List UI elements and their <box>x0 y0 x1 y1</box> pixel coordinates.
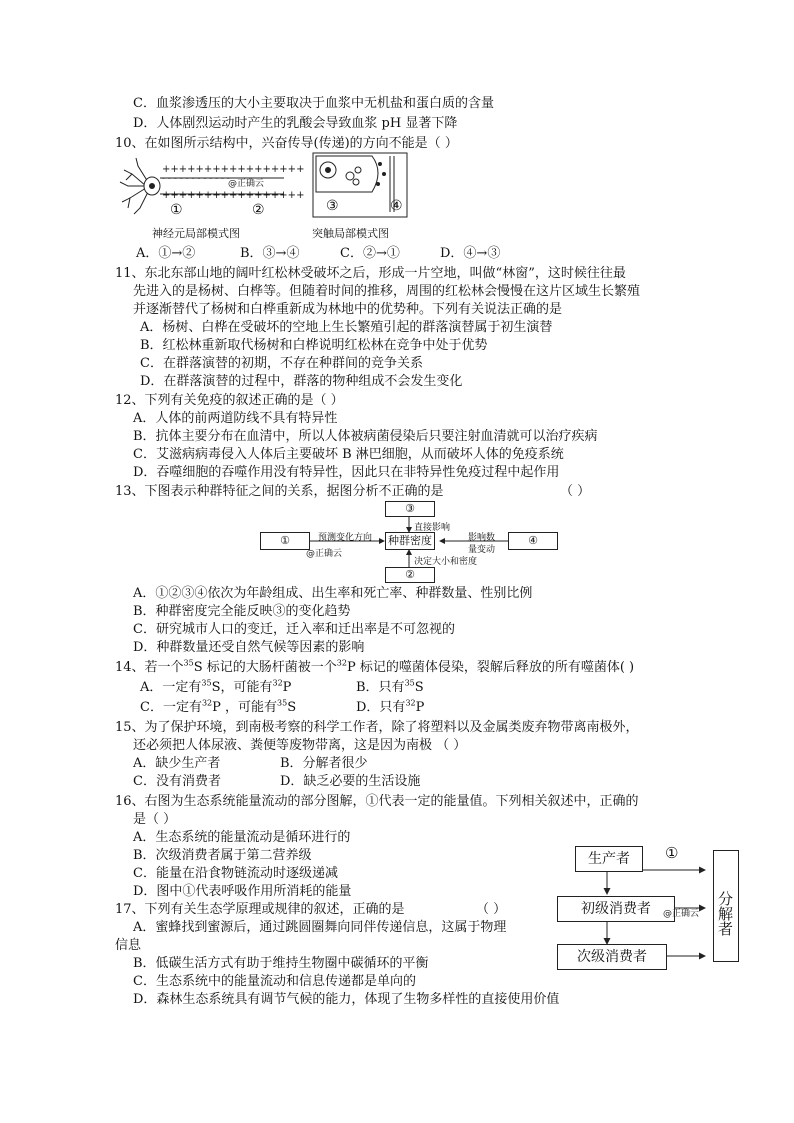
q13-answer-paren: （ ） <box>560 484 591 499</box>
caption-neuron: 神经元局部模式图 <box>152 227 240 240</box>
q9-option-c: C．血浆渗透压的大小主要取决于血浆中无机盐和蛋白质的含量 <box>133 96 494 111</box>
q12-option-a: A．人体的前两道防线不具有特异性 <box>133 411 338 426</box>
q14-option-a: A．一定有$^{35}$S，可能有$^{32}$P <box>140 678 292 695</box>
arrow-label-affect1: 影响数 <box>468 533 496 543</box>
box-2: ② <box>385 567 435 583</box>
q10-option-d: D．④→③ <box>440 246 501 261</box>
arrow-label-direct: 直接影响 <box>414 523 451 533</box>
q17-option-d: D．森林生态系统具有调节气候的能力，体现了生物多样性的直接使用价值 <box>133 992 560 1007</box>
axon-minus-top: - - - - - - - - - - - - <box>162 174 230 184</box>
arrow-label-predict: 预测变化方向 <box>318 533 373 543</box>
watermark: @正确云 <box>228 179 265 189</box>
label-3: ③ <box>326 198 339 214</box>
q15-option-a: A．缺少生产者 <box>133 756 221 771</box>
label-2: ② <box>252 202 265 218</box>
box-producer: 生产者 <box>575 846 643 872</box>
q11-stem-line1: 11、东北东部山地的阔叶红松林受破坏之后，形成一片空地，叫做“林窗”，这时候往往最 <box>115 266 626 281</box>
label-1: ① <box>665 844 679 862</box>
axon-plus-top: +++++++++++++++++ <box>162 164 305 175</box>
box-primary-consumer: 初级消费者 <box>557 896 675 922</box>
q14-stem: 14、若一个$^{35}$S 标记的大肠杆菌被一个$^{32}$P 标记的噬菌体侵染，裂解后释放的所有噬菌体( ) <box>115 658 635 675</box>
q10-neuron-figure <box>118 152 305 232</box>
q16-option-d: D．图中①代表呼吸作用所消耗的能量 <box>133 884 352 899</box>
box-3: ③ <box>385 501 435 517</box>
caption-synapse: 突触局部模式图 <box>312 227 389 240</box>
q13-diagram <box>258 500 560 584</box>
q11-option-b: B．红松林重新取代杨树和白桦说明红松林在竞争中处于优势 <box>140 338 488 353</box>
q16-stem-line1: 16、右图为生态系统能量流动的部分图解，①代表一定的能量值。下列相关叙述中，正确的 <box>115 794 639 809</box>
watermark: @正确云 <box>306 549 343 559</box>
q10-option-a: A．①→② <box>136 246 196 261</box>
label-4: ④ <box>390 198 403 214</box>
q13-option-a: A．①②③④依次为年龄组成、出生率和死亡率、种群数量、性别比例 <box>133 586 533 601</box>
q14-option-c: C．一定有$^{32}$P ，可能有$^{35}$S <box>140 698 297 715</box>
label-1: ① <box>170 202 183 218</box>
q13-option-d: D．种群数量还受自然气候等因素的影响 <box>133 640 365 655</box>
q16-stem-line2: 是（ ） <box>133 812 177 827</box>
box-1: ① <box>260 532 310 550</box>
q14-option-b: B．只有$^{35}$S <box>356 678 424 695</box>
q17-option-b: B．低碳生活方式有助于维持生物圈中碳循环的平衡 <box>133 956 429 971</box>
q12-stem: 12、下列有关免疫的叙述正确的是（ ） <box>115 393 344 408</box>
q12-option-c: C．艾滋病病毒侵入人体后主要破坏 B 淋巴细胞，从而破坏人体的免疫系统 <box>133 447 564 462</box>
q10-stem: 10、在如图所示结构中，兴奋传导(传递)的方向不能是（ ） <box>115 136 458 151</box>
axon-plus-bottom: +++++++++++++++++ <box>162 190 305 201</box>
arrow-label-affect2: 量变动 <box>468 545 496 555</box>
q17-stem: 17、下列有关生态学原理或规律的叙述，正确的是 <box>115 902 405 917</box>
q16-option-c: C．能量在沿食物链流动时逐级递减 <box>133 866 338 881</box>
watermark: @正确云 <box>663 909 700 919</box>
q17-option-a-line2: 信息 <box>115 938 142 953</box>
box-decomposer: 分解者 <box>713 850 739 962</box>
q13-option-c: C．研究城市人口的变迁，迁入率和迁出率是不可忽视的 <box>133 622 455 637</box>
q15-stem-line2: 还必须把人体尿液、粪便等废物带离，这是因为南极 （ ） <box>133 738 467 753</box>
q11-stem-line2: 先进入的是杨树、白桦等。但随着时间的推移，周围的红松林会慢慢在这片区域生长繁殖 <box>133 284 641 299</box>
q15-stem-line1: 15、为了保护环境，到南极考察的科学工作者，除了将塑料以及金属类废弃物带离南极外， <box>115 720 639 735</box>
q11-option-c: C．在群落演替的初期，不存在种群间的竞争关系 <box>140 356 423 371</box>
q12-option-b: B．抗体主要分布在血清中，所以人体被病菌侵染后只要注射血清就可以治疗疾病 <box>133 429 598 444</box>
q10-synapse-figure <box>312 152 408 218</box>
q15-option-b: B．分解者很少 <box>280 756 368 771</box>
q15-option-d: D．缺乏必要的生活设施 <box>280 774 421 789</box>
box-secondary-consumer: 次级消费者 <box>557 944 667 970</box>
q10-option-c: C．②→① <box>340 246 400 261</box>
q16-option-b: B．次级消费者属于第二营养级 <box>133 848 312 863</box>
box-population-density: 种群密度 <box>385 532 435 550</box>
q17-option-a-line1: A．蜜蜂找到蜜源后，通过跳圆圈舞向同伴传递信息，这属于物理 <box>133 920 507 935</box>
q11-option-a: A．杨树、白桦在受破坏的空地上生长繁殖引起的群落演替属于初生演替 <box>140 320 553 335</box>
q15-option-c: C．没有消费者 <box>133 774 221 789</box>
q16-option-a: A．生态系统的能量流动是循环进行的 <box>133 830 351 845</box>
q11-option-d: D．在群落演替的过程中，群落的物种组成不会发生变化 <box>140 374 463 389</box>
q16-diagram <box>555 840 745 968</box>
q14-option-d: D．只有$^{32}$P <box>356 698 425 715</box>
q11-stem-line3: 并逐渐替代了杨树和白桦重新成为林地中的优势种。下列有关说法正确的是 <box>133 302 563 317</box>
q17-answer-paren: （ ） <box>476 902 507 917</box>
box-4: ④ <box>508 532 558 550</box>
arrow-label-determine: 决定大小和密度 <box>414 557 478 567</box>
q13-option-b: B．种群密度完全能反映③的变化趋势 <box>133 604 351 619</box>
q12-option-d: D．吞噬细胞的吞噬作用没有特异性，因此只在非特异性免疫过程中起作用 <box>133 465 560 480</box>
q9-option-d: D．人体剧烈运动时产生的乳酸会导致血浆 pH 显著下降 <box>133 116 458 131</box>
q17-option-c: C．生态系统中的能量流动和信息传递都是单向的 <box>133 974 416 989</box>
q10-option-b: B．③→④ <box>240 246 300 261</box>
q13-stem: 13、下图表示种群特征之间的关系，据图分析不正确的是 <box>115 484 444 499</box>
